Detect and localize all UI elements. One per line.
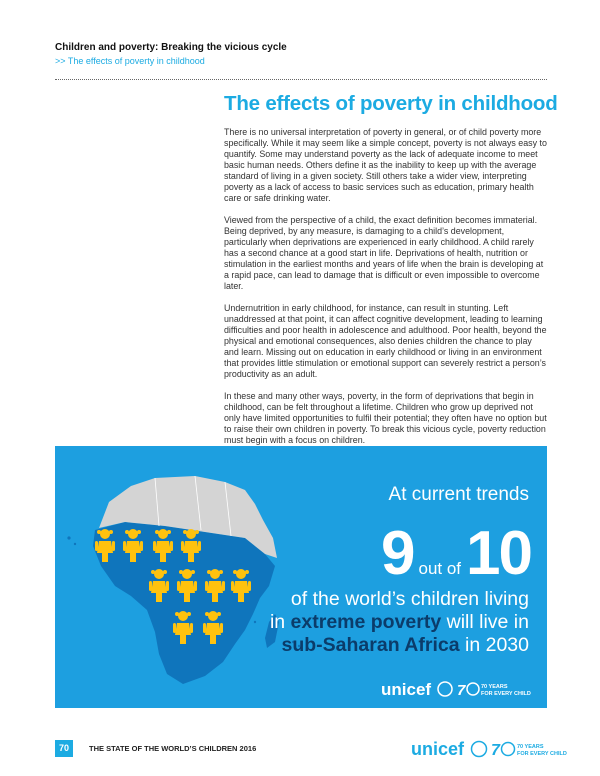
paragraph-2: Viewed from the perspective of a child, the exact definition becomes immaterial. Being deprived, by any measure, is damaging to a child’s development, particularly when deprivations are experienced in early childhood. A child rarely has a second chance at a good start in life. Deprivations of health, nutrition or stimulation in the earliest months and years of life when the brain is developing at a rapid pace, can lead to damage that is difficult or even impossible to overcome later. [224, 215, 544, 291]
section-breadcrumb: >> The effects of poverty in childhood [55, 56, 205, 66]
logo-tag-line-2: FOR EVERY CHILD [481, 691, 531, 697]
claim-line-3-post: in 2030 [459, 634, 529, 656]
footer-unicef-70-logo [411, 737, 567, 761]
stat-connector: out of [418, 559, 462, 578]
svg-text:7: 7 [491, 742, 500, 759]
footer-globe-icon [472, 742, 487, 757]
claim-line-1: of the world’s children living [290, 588, 529, 610]
footer-tag-line-2: FOR EVERY CHILD [517, 751, 567, 757]
island-dot [67, 536, 70, 539]
footer-unicef-logo [411, 737, 567, 766]
footer-unicef-wordmark: unicef [411, 739, 465, 759]
trend-lead: At current trends [388, 484, 529, 505]
infographic-box [55, 446, 547, 708]
unicef-70-logo [381, 678, 531, 700]
stat-denominator: 10 [466, 519, 531, 588]
claim-sub-saharan-africa: sub-Saharan Africa [281, 634, 460, 656]
footer-tag-line-1: 70 YEARS [517, 744, 544, 750]
paragraph-1: There is no universal interpretation of poverty in general, or of child poverty more specifically. While it may seem like a simple concept, poverty is not always easy to quantify. Some may understand poverty as the lack of adequate income to meet basic human needs. Others define it as the inability to keep up with the average standard of living in a given society. Still others take a wider view, interpreting poverty as a lack of access to basic services such as education, primary health care or safe drinking water. [224, 127, 547, 203]
page-footer [55, 737, 567, 765]
publication-title: THE STATE OF THE WORLD’S CHILDREN 2016 [89, 744, 257, 753]
anniversary-zero-icon [467, 683, 479, 695]
infobox-unicef-logo [381, 678, 531, 705]
stat-ratio [381, 518, 531, 589]
stat-claim [229, 588, 529, 657]
svg-text:7: 7 [457, 682, 466, 699]
unicef-globe-icon [438, 682, 452, 696]
claim-line-2-pre: in [269, 611, 291, 633]
stat-numerator: 9 [381, 519, 414, 588]
paragraph-3: Undernutrition in early childhood, for instance, can result in stunting. Left unaddressed at that point, it can affect cognitive development, leading to learning difficulties and poor health in adolescence and adulthood. Poor health, beyond the physical and emotional consequences, also denies children the chance to play and learn. Missing out on education in early childhood or living in an environment that provides little stimulation or emotional support can severely restrict a person’s productivity as an adult. [224, 303, 547, 379]
paragraph-4: In these and many other ways, poverty, in the form of deprivations that begin in childhood, can be felt throughout a lifetime. Children who grow up deprived not only have limited opportunities to fulfil their potential; they often have no option but to raise their own children in poverty. To break this vicious cycle, poverty reduction must begin with a focus on children. [224, 391, 547, 445]
logo-tag-line-1: 70 YEARS [481, 684, 508, 690]
claim-extreme-poverty: extreme poverty [290, 611, 442, 633]
claim-line-2-post: will live in [441, 611, 529, 633]
article [224, 92, 558, 457]
footer-zero-icon [502, 743, 515, 756]
running-header [55, 42, 545, 66]
unicef-wordmark: unicef [381, 680, 432, 699]
island-dot [74, 543, 76, 545]
article-title: The effects of poverty in childhood [224, 92, 558, 115]
series-title: Children and poverty: Breaking the vicious cycle [55, 42, 287, 53]
page-number: 70 [55, 740, 73, 757]
header-divider [55, 79, 547, 80]
